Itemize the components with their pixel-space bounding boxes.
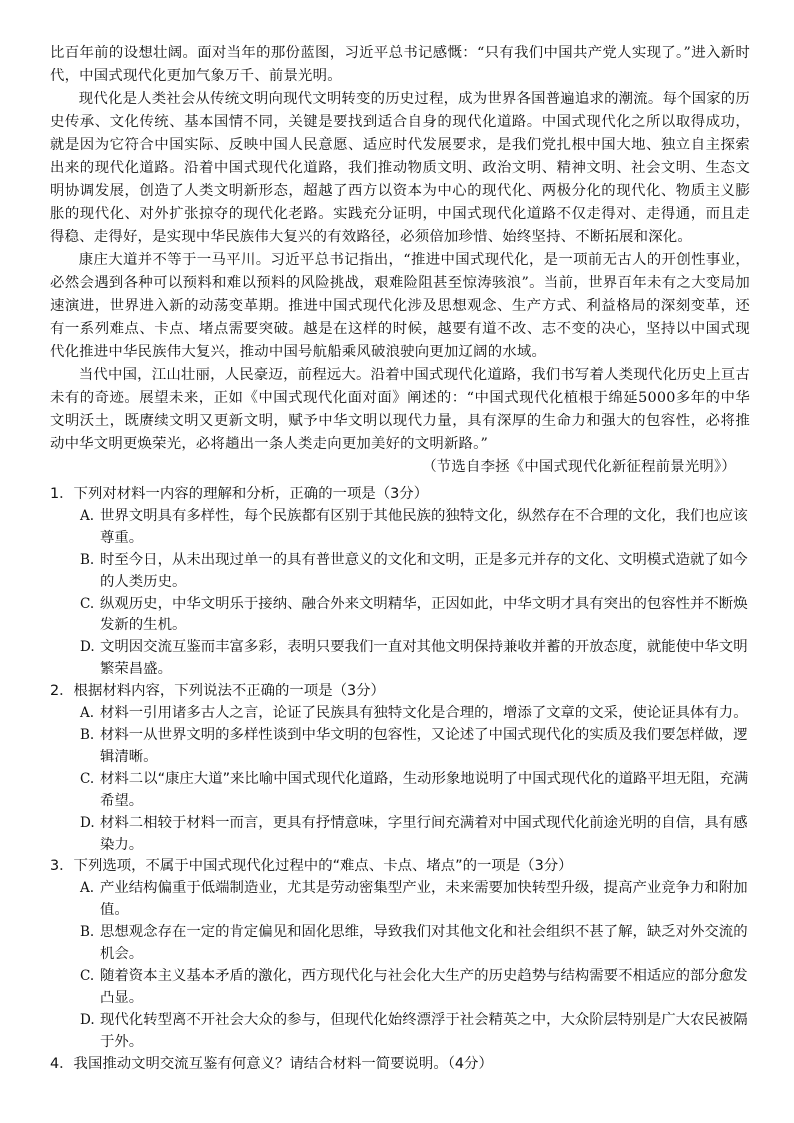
question-text: 下列对材料一内容的理解和分析，正确的一项是（3分） [73, 486, 429, 502]
option-text: 产业结构偏重于低端制造业，尤其是劳动密集型产业，未来需要加快转型升级，提高产业竞争力和附加值。 [100, 880, 748, 919]
option-d [50, 637, 750, 681]
question-4 [50, 1054, 750, 1076]
option-a [50, 703, 750, 725]
passage-paragraph: 现代化是人类社会从传统文明向现代文明转变的历史过程，成为世界各国普遍追求的潮流。每个国家的历史传承、文化传统、基本国情不同，关键是要找到适合自身的现代化道路。中国式现代化之所以取得成功，就是因为它符合中国实际、反映中国人民意愿、适应时代发展要求，是我们党扎根中国大地、独立自主探索出来的现代化道路。沿着中国式现代化道路，我们推动物质文明、政治文明、精神文明、社会文明、生态文明协调发展，创造了人类文明新形态，超越了西方以资本为中心的现代化、两极分化的现代化、物质主义膨胀的现代化、对外扩张掠夺的现代化老路。实践充分证明，中国式现代化道路不仅走得对、走得通，而且走得稳、走得好，是实现中华民族伟大复兴的有效路径，必须倍加珍惜、始终坚持、不断拓展和深化。 [50, 91, 750, 245]
question-stem [50, 484, 750, 506]
option-label: C. [80, 595, 95, 612]
passage-paragraph: 康庄大道并不等于一马平川。习近平总书记指出，“推进中国式现代化，是一项前无古人的开创性事业，必然会遇到各种可以预料和难以预料的风险挑战，艰难险阻甚至惊涛骇浪”。当前，世界百年未有之大变局加速演进，世界进入新的动荡变革期。推进中国式现代化涉及思想观念、生产方式、利益格局的深刻变革，还有一系列难点、卡点、堵点需要突破。越是在这样的时候，越要有道不改、志不变的决心，坚持以中国式现代化推进中华民族伟大复兴，推动中国号航船乘风破浪驶向更加辽阔的水域。 [50, 252, 750, 360]
option-b [50, 725, 750, 769]
question-text: 根据材料内容，下列说法不正确的一项是（3分） [73, 683, 385, 700]
question-text: 我国推动文明交流互鉴有何意义？请结合材料一简要说明。（4分） [73, 1055, 493, 1072]
option-text: 材料二以“康庄大道”来比喻中国式现代化道路，生动形象地说明了中国式现代化的道路平坦无阻，充满希望。 [100, 770, 749, 809]
option-b [50, 922, 750, 966]
option-label: A. [80, 507, 95, 524]
question-number: 4． [50, 1055, 74, 1072]
question-text: 下列选项，不属于中国式现代化过程中的“难点、卡点、堵点”的一项是（3分） [73, 858, 573, 875]
question-stem [50, 856, 750, 878]
option-text: 文明因交流互鉴而丰富多彩，表明只要我们一直对其他文明保持兼收并蓄的开放态度，就能使中华文明繁荣昌盛。 [100, 639, 748, 678]
question-list [50, 484, 750, 1075]
reading-passage [50, 42, 750, 479]
question-3 [50, 856, 750, 1053]
option-c [50, 966, 750, 1010]
option-d [50, 813, 750, 857]
passage-paragraph: 当代中国，江山壮丽，人民豪迈，前程远大。沿着中国式现代化道路，我们书写着人类现代化历史上亘古未有的奇迹。展望未来，正如《中国式现代化面对面》阐述的：“中国式现代化植根于绵延5000多年的中华文明沃土，既赓续文明又更新文明，赋予中华文明以现代力量，具有深厚的生命力和强大的包容性，必将推动中华文明更焕荣光，必将趟出一条人类走向更加美好的文明新路。” [50, 367, 750, 452]
option-text: 纵观历史，中华文明乐于接纳、融合外来文明精华，正因如此，中华文明才具有突出的包容性并不断焕发新的生机。 [100, 595, 748, 634]
option-d [50, 1010, 750, 1054]
option-text: 材料一引用诸多古人之言，论证了民族具有独特文化是合理的，增添了文章的文采，使论证具体有力。 [100, 705, 748, 722]
passage-paragraph: 比百年前的设想壮阔。面对当年的那份蓝图，习近平总书记感慨：“只有我们中国共产党人实现了。”进入新时代，中国式现代化更加气象万千、前景光明。 [50, 45, 750, 84]
option-label: C. [80, 967, 95, 984]
option-a [50, 878, 750, 922]
question-number: 1． [50, 486, 74, 502]
option-text: 随着资本主义基本矛盾的激化，西方现代化与社会化大生产的历史趋势与结构需要不相适应的部分愈发凸显。 [100, 967, 748, 1006]
option-text: 现代化转型离不开社会大众的参与，但现代化始终漂浮于社会精英之中，大众阶层特别是广大农民被隔于外。 [100, 1011, 748, 1050]
question-1 [50, 484, 750, 681]
option-text: 思想观念存在一定的肯定偏见和固化思维，导致我们对其他文化和社会组织不甚了解，缺乏对外交流的机会。 [100, 924, 748, 963]
option-text: 时至今日，从未出现过单一的具有普世意义的文化和文明，正是多元并存的文化、文明模式造就了如今的人类历史。 [100, 551, 748, 590]
question-number: 3． [50, 858, 74, 875]
option-label: A. [80, 705, 95, 722]
question-2 [50, 681, 750, 856]
option-b [50, 550, 750, 594]
option-text: 材料一从世界文明的多样性谈到中华文明的包容性，又论述了中国式现代化的实质及我们要怎样做，逻辑清晰。 [100, 726, 748, 765]
option-label: B. [80, 551, 95, 568]
option-a [50, 506, 750, 550]
question-stem [50, 681, 750, 703]
question-stem [50, 1054, 750, 1076]
option-text: 世界文明具有多样性，每个民族都有区别于其他民族的独特文化，纵然存在不合理的文化，我们也应该尊重。 [100, 507, 748, 546]
passage-source: （节选自李拯《中国式现代化新征程前景光明》） [422, 459, 736, 475]
option-label: A. [80, 880, 95, 897]
option-label: D. [80, 814, 95, 831]
option-label: D. [80, 639, 95, 656]
option-text: 材料二相较于材料一而言，更具有抒情意味，字里行间充满着对中国式现代化前途光明的自信，具有感染力。 [100, 814, 748, 853]
option-label: B. [80, 924, 95, 941]
option-c [50, 769, 750, 813]
option-label: C. [80, 770, 95, 787]
option-label: D. [80, 1011, 95, 1028]
option-label: B. [80, 726, 95, 743]
question-number: 2． [50, 683, 74, 700]
option-c [50, 594, 750, 638]
